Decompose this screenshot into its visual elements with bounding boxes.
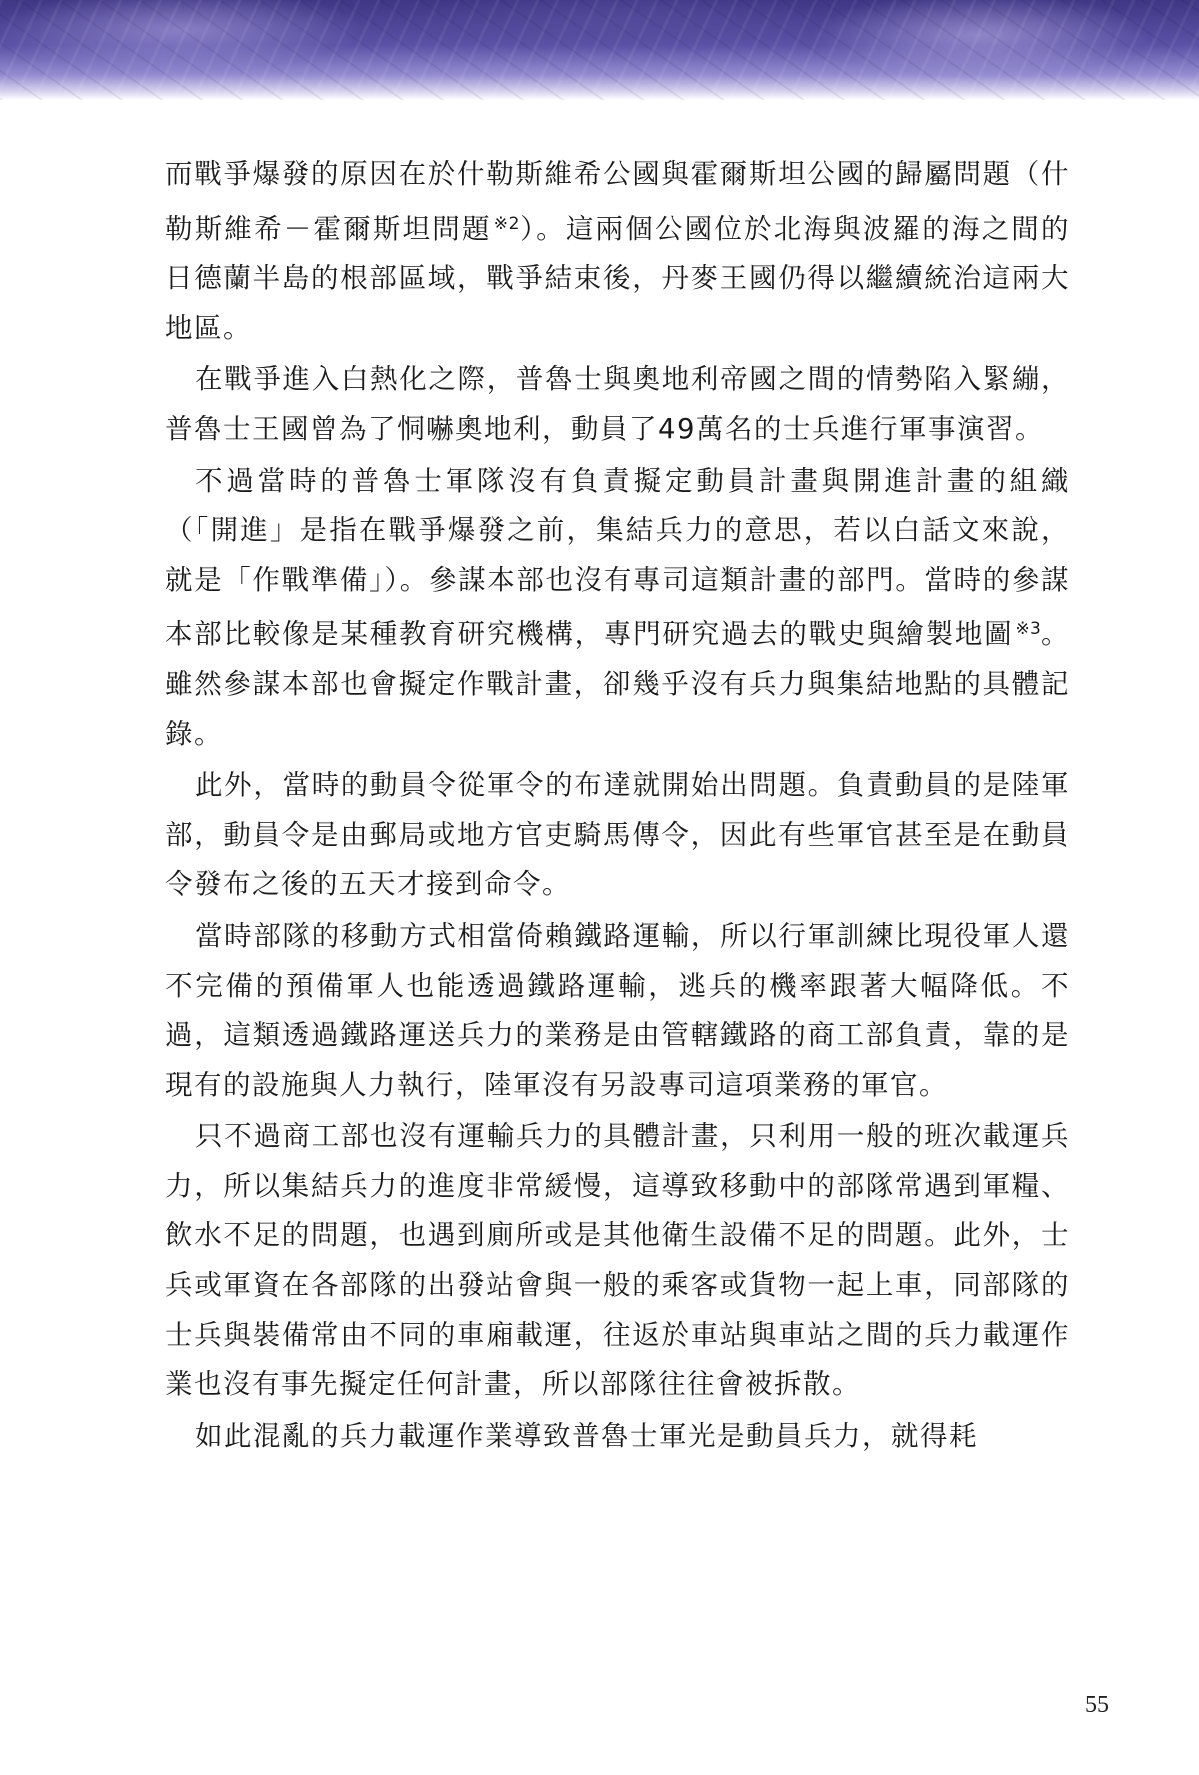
paragraph-text: 當時部隊的移動方式相當倚賴鐵路運輸，所以行軍訓練比現役軍人還不完備的預備軍人也能透過鐵路運輸，逃兵的機率跟著大幅降低。不過，這類透過鐵路運送兵力的業務是由管轄鐵路的商工部負責，靠的是現有的設施與人力執行，陸軍沒有另設專司這項業務的軍官。 — [165, 919, 1070, 1101]
paragraph-text: 。雖然參謀本部也會擬定作戰計畫，卻幾乎沒有兵力與集結地點的具體記錄。 — [165, 618, 1071, 750]
page-number: 55 — [1085, 1692, 1109, 1718]
paragraph-text: 此外，當時的動員令從軍令的布達就開始出問題。負責動員的是陸軍部，動員令是由郵局或地方官吏騎馬傳令，因此有些軍官甚至是在動員令發布之後的五天才接到命令。 — [165, 769, 1070, 901]
header-decoration-band — [0, 0, 1199, 100]
paragraph — [165, 355, 1070, 454]
paragraph-text: ）。這兩個公國位於北海與波羅的海之間的日德蘭半島的根部區域，戰爭結束後，丹麥王國仍得以繼續統治這兩大地區。 — [165, 212, 1071, 344]
paragraph — [165, 912, 1070, 1110]
paragraph — [165, 150, 1070, 353]
paragraph-text: 在戰爭進入白熱化之際，普魯士與奧地利帝國之間的情勢陷入緊繃，普魯士王國曾為了恫嚇奧地利，動員了49萬名的士兵進行軍事演習。 — [165, 363, 1070, 445]
footnote-marker: ※3 — [1015, 619, 1041, 640]
footnote-marker: ※2 — [493, 213, 520, 234]
paragraph-text: 如此混亂的兵力載運作業導致普魯士軍光是動員兵力，就得耗 — [195, 1419, 978, 1452]
paragraph — [165, 761, 1070, 910]
paragraph — [165, 1112, 1070, 1410]
paragraph — [165, 1412, 1070, 1462]
paragraph-text: 不過當時的普魯士軍隊沒有負責擬定動員計畫與開進計畫的組織（「開進」是指在戰爭爆發之前，集結兵力的意思，若以白話文來說，就是「作戰準備」）。參謀本部也沒有專司這類計畫的部門。當時的參謀本部比較像是某種教育研究機構，專門研究過去的戰史與繪製地圖 — [165, 464, 1070, 651]
body-text — [165, 150, 1070, 1463]
paragraph-text: 只不過商工部也沒有運輸兵力的具體計畫，只利用一般的班次載運兵力，所以集結兵力的進度非常緩慢，這導致移動中的部隊常遇到軍糧、飲水不足的問題，也遇到廁所或是其他衛生設備不足的問題。此外，士兵或軍資在各部隊的出發站會與一般的乘客或貨物一起上車，同部隊的士兵與裝備常由不同的車廂載運，往返於車站與車站之間的兵力載運作業也沒有事先擬定任何計畫，所以部隊往往會被拆散。 — [165, 1120, 1070, 1401]
paragraph-text: 而戰爭爆發的原因在於什勒斯維希公國與霍爾斯坦公國的歸屬問題（什勒斯維希－霍爾斯坦問題 — [165, 158, 1070, 245]
paragraph — [165, 457, 1070, 760]
